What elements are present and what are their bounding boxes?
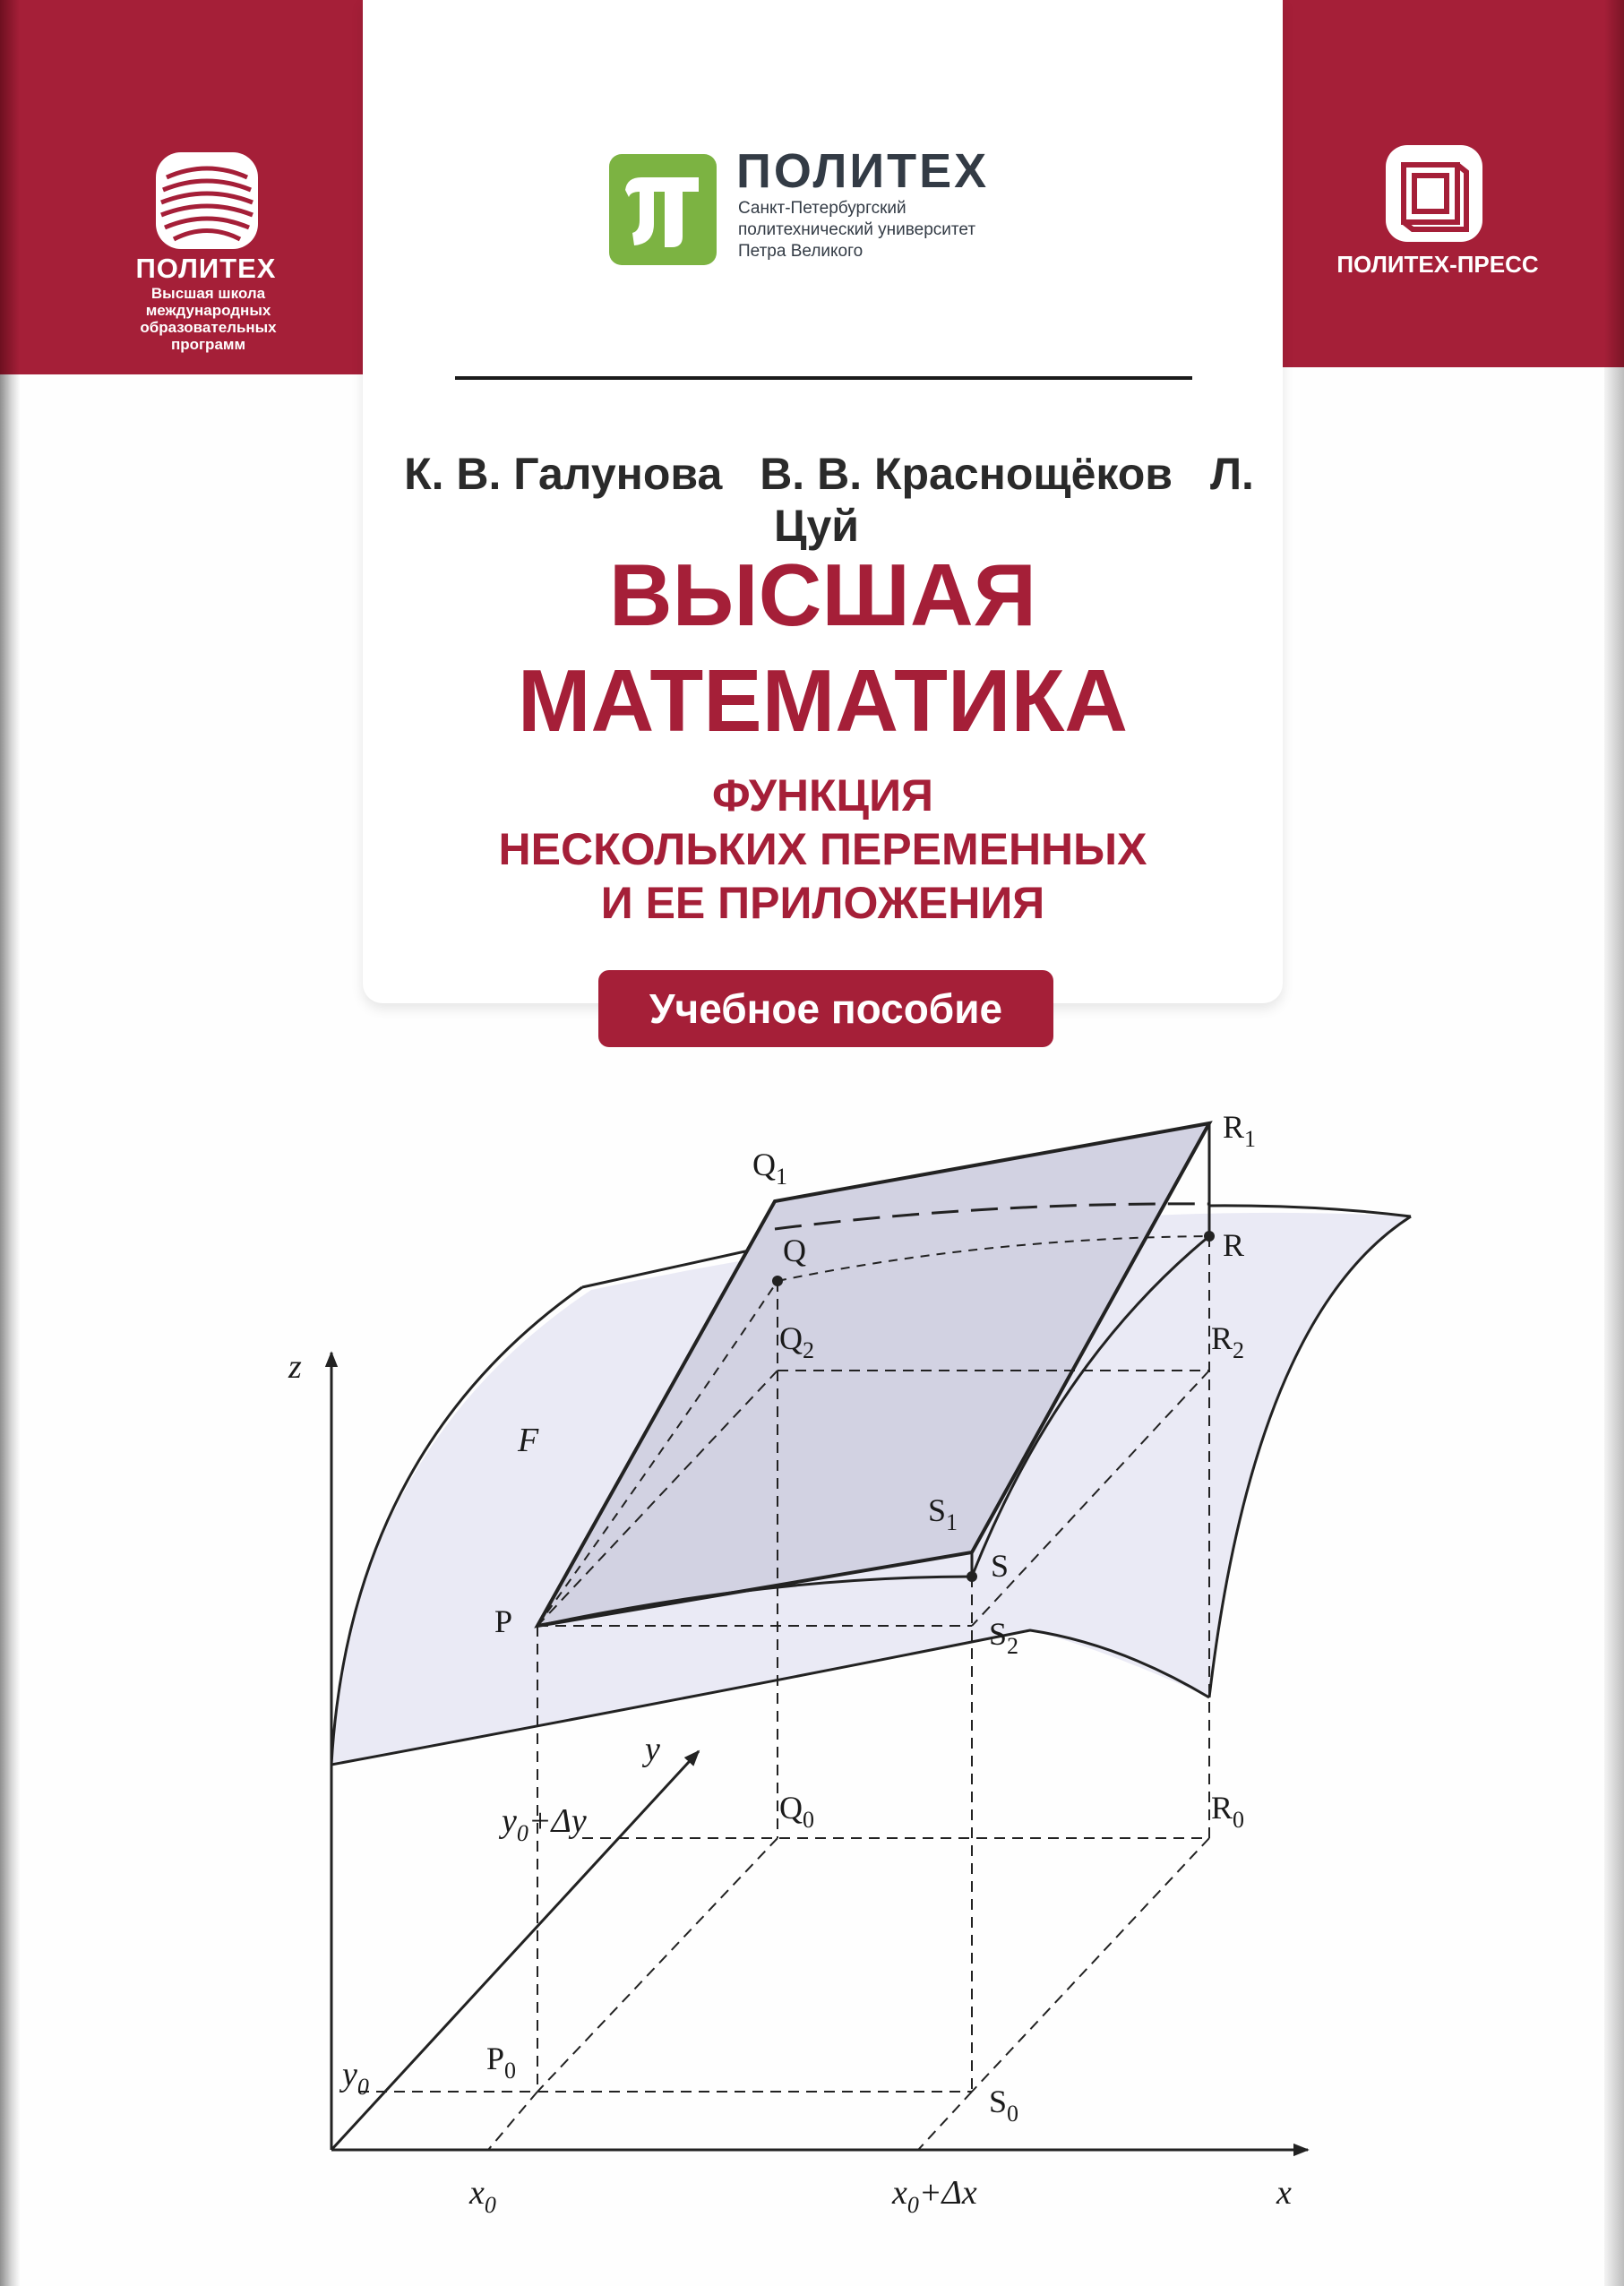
label-p0-base: P xyxy=(486,2041,505,2076)
label-r: R xyxy=(1223,1227,1245,1263)
author: Л. Цуй xyxy=(773,449,1254,551)
title-line: ВЫСШАЯ xyxy=(608,546,1037,644)
tick-y0-base: y xyxy=(342,2056,357,2093)
z-axis-label: z xyxy=(288,1348,302,1386)
label-s0 xyxy=(989,2084,1018,2127)
tick-x0-dx-tail: +Δx xyxy=(918,2174,977,2212)
label-s0-base: S xyxy=(989,2084,1008,2119)
university-line: Санкт-Петербургский xyxy=(738,199,907,218)
label-p0 xyxy=(486,2041,516,2084)
tick-y0 xyxy=(339,2056,369,2100)
x-axis-label: x xyxy=(1276,2174,1292,2212)
left-subtitle-line: международных xyxy=(145,302,271,319)
label-s2-base: S xyxy=(989,1616,1008,1652)
tick-y0-dy-base: y xyxy=(502,1802,517,1840)
dash-q0-p0 xyxy=(537,1838,778,2092)
label-s0-sub: 0 xyxy=(1007,2101,1019,2127)
tick-y0-dy xyxy=(498,1802,587,1846)
label-p0-sub: 0 xyxy=(504,2058,517,2084)
university-line: политехнический университет xyxy=(738,220,976,239)
label-q2-base: Q xyxy=(779,1320,803,1356)
label-r1-base: R xyxy=(1223,1109,1245,1145)
label-q1-base: Q xyxy=(752,1147,776,1182)
label-q2-sub: 2 xyxy=(803,1337,814,1363)
left-subtitle-line: образовательных xyxy=(140,319,277,336)
label-q0-base: Q xyxy=(779,1790,803,1826)
tick-x0-dx xyxy=(891,2174,977,2218)
right-brand-name: ПОЛИТЕХ-ПРЕСС xyxy=(1336,251,1539,278)
dash-x0dx xyxy=(918,2092,972,2150)
label-s: S xyxy=(991,1548,1010,1584)
left-subtitle-line: программ xyxy=(170,336,246,353)
subtitle-line: НЕСКОЛЬКИХ ПЕРЕМЕННЫХ xyxy=(498,824,1147,874)
label-s1-base: S xyxy=(928,1492,947,1528)
tick-x0-base: x xyxy=(469,2174,485,2212)
label-r0-base: R xyxy=(1211,1790,1233,1826)
title-line: МАТЕМАТИКА xyxy=(517,651,1129,750)
label-q0-sub: 0 xyxy=(803,1807,814,1833)
tick-y0-dy-tail: +Δy xyxy=(528,1802,587,1840)
tick-y0-dy-sub: 0 xyxy=(516,1820,528,1846)
label-q0 xyxy=(779,1790,814,1833)
book-type-badge: Учебное пособие xyxy=(598,970,1053,1047)
university-name: ПОЛИТЕХ xyxy=(736,144,990,198)
label-s2-sub: 2 xyxy=(1007,1633,1019,1659)
label-p: P xyxy=(494,1603,513,1639)
label-q1 xyxy=(752,1147,787,1190)
label-r0-sub: 0 xyxy=(1233,1807,1245,1833)
y-axis-label: y xyxy=(645,1731,660,1768)
left-subtitle-line: Высшая школа xyxy=(150,285,266,302)
label-q1-sub: 1 xyxy=(776,1164,787,1190)
dash-r0-s0 xyxy=(972,1838,1209,2092)
label-s1-sub: 1 xyxy=(946,1509,958,1535)
label-q: Q xyxy=(783,1233,806,1268)
surface-label: F xyxy=(518,1422,539,1459)
left-brand-name: ПОЛИТЕХ xyxy=(135,253,277,284)
label-r0 xyxy=(1211,1790,1244,1833)
label-r2-base: R xyxy=(1211,1320,1233,1356)
label-r1-sub: 1 xyxy=(1244,1126,1257,1152)
tick-y0-sub: 0 xyxy=(357,2074,369,2100)
tick-x0 xyxy=(468,2174,496,2218)
tick-x0-dx-sub: 0 xyxy=(907,2192,919,2218)
label-r2-sub: 2 xyxy=(1233,1337,1245,1363)
tick-x0-dx-base: x xyxy=(892,2174,907,2212)
subtitle-line: И ЕЕ ПРИЛОЖЕНИЯ xyxy=(600,878,1045,928)
subtitle-line: ФУНКЦИЯ xyxy=(712,770,933,821)
university-line: Петра Великого xyxy=(738,242,864,261)
author: В. В. Краснощёков xyxy=(760,449,1173,499)
label-r1 xyxy=(1223,1109,1256,1152)
author: К. В. Галунова xyxy=(404,449,723,499)
dash-x0 xyxy=(488,2092,537,2150)
tick-x0-sub: 0 xyxy=(484,2192,496,2218)
